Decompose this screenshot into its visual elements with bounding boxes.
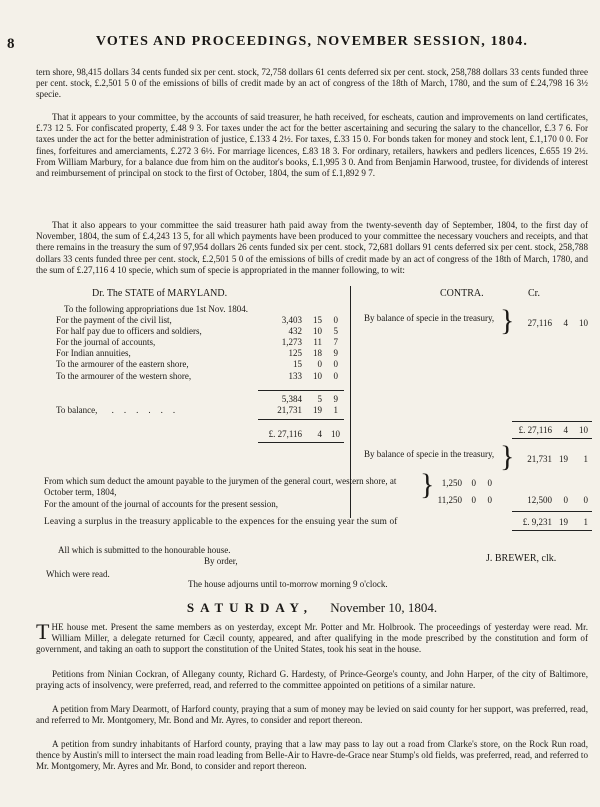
credit-total-pence: 10 bbox=[579, 425, 588, 435]
adjourn-line: The house adjourns until to-morrow morning 9 o'clock. bbox=[188, 579, 388, 589]
item-label: To the armourer of the eastern shore, bbox=[56, 359, 189, 369]
credit-entry-pence: 10 bbox=[579, 318, 588, 328]
item-label: For the payment of the civil list, bbox=[56, 315, 172, 325]
item-pence: 7 bbox=[333, 337, 338, 347]
to-balance-pence: 1 bbox=[333, 405, 338, 415]
subtotal-rule bbox=[258, 390, 344, 391]
credit-balance-pence: 1 bbox=[583, 454, 588, 464]
credit-total-shillings: 4 bbox=[563, 425, 568, 435]
item-shillings: 18 bbox=[313, 348, 322, 358]
surplus-shillings: 19 bbox=[559, 517, 568, 527]
contra-heading: CONTRA. bbox=[440, 288, 484, 299]
debit-total-pounds: £. 27,116 bbox=[268, 429, 302, 439]
subtotal-shillings: 5 bbox=[317, 394, 322, 404]
subtotal-pence: 9 bbox=[333, 394, 338, 404]
deduction-line-1: From which sum deduct the amount payable to the jurymen of the general court, western shore, at October term, 1804, bbox=[44, 476, 397, 497]
debit-total-pence: 10 bbox=[331, 429, 340, 439]
drop-cap: T bbox=[36, 619, 50, 644]
surplus-pounds: £. 9,231 bbox=[522, 517, 552, 527]
item-pounds: 3,403 bbox=[281, 315, 302, 325]
item-shillings: 0 bbox=[317, 359, 322, 369]
deduction-combined-pence: 0 bbox=[583, 495, 588, 505]
surplus-rule bbox=[512, 511, 592, 512]
item-pounds: 15 bbox=[293, 359, 302, 369]
credit-balance-label: By balance of specie in the treasury, bbox=[364, 449, 495, 459]
debit-total-underline bbox=[258, 442, 344, 443]
item-label: For Indian annuities, bbox=[56, 348, 131, 358]
saturday-paragraph-3: A petition from Mary Dearmott, of Harford county, praying that a sum of money may be levied on said county for her support, was preferred, read, and referred to Mr. Montgomery, Mr. Bond and Mr. Ayres, to consider and report thereon. bbox=[36, 704, 588, 726]
appropriations-heading: To the following appropriations due 1st Nov. 1804. bbox=[64, 304, 249, 314]
credit-brace: } bbox=[500, 304, 515, 337]
leader-dots: ...... bbox=[111, 405, 186, 415]
debit-heading: Dr. The STATE of MARYLAND. bbox=[92, 288, 228, 299]
item-shillings: 10 bbox=[313, 326, 322, 336]
deduction-brace: } bbox=[420, 468, 435, 501]
item-label: For the journal of accounts, bbox=[56, 337, 156, 347]
page-number: 8 bbox=[7, 36, 15, 52]
item-shillings: 10 bbox=[313, 371, 322, 381]
intro-paragraph-3: That it also appears to your committee the said treasurer hath paid away from the twenty-seventh day of September, 1804, to the first day of November, 1804, the sum of £.4,243 13 5, for all which payments have been produced to your committee the necessary vouchers and receipts, and that there remains in the treasury the sum of 97,954 dollars 26 cents funded six per cent. stock, 72,681 dollars 91 cents deferred six per cent. stock, 258,788 dollars 33 cents funded three per cent. stock, £.2,501 5 0 of the emissions of bills of credit made by an act of congress of the 18th of March, 1780, and the sum of £.27,116 4 10 specie, which sum of specie is appropriated in the manner following, to wit: bbox=[36, 220, 588, 275]
deduction-2-pence: 0 bbox=[487, 495, 492, 505]
deduction-1-shillings: 0 bbox=[471, 478, 476, 488]
to-balance-text: To balance, bbox=[56, 405, 98, 415]
item-pounds: 432 bbox=[288, 326, 302, 336]
credit-total-rule bbox=[512, 421, 592, 422]
read-line: Which were read. bbox=[46, 569, 110, 579]
day-title: SATURDAY, bbox=[186, 600, 313, 615]
surplus-text: Leaving a surplus in the treasury applicable to the expences for the ensuing year the sum of bbox=[44, 517, 398, 527]
debit-total-rule bbox=[258, 419, 344, 420]
item-pence: 0 bbox=[333, 371, 338, 381]
intro-paragraph-2: That it appears to your committee, by the accounts of said treasurer, he hath received, for escheats, caution and improvements on land certificates, £.73 12 5. For confiscated property, £.48 9 3. For taxes under the act for the better ascertaining and securing the salary to the chancellor, £.3 7 6. For taxes under the act for the better administration of justice, £.133 4 2½. For taxes, £.33 15 0. For bonds taken for money and stock lent, £.1,170 0 0. For fines, forfeitures and amerciaments, £.272 3 6½. For marriage licences, £.83 18 3. For ordinary, retailers, hawkers and pedlers licences, £.655 19 2½. From William Marbury, for a balance due from him on the auditor's books, £.1,995 3 0. And from Benjamin Harwood, trustee, for dividends of interest and reimbursement of principal on stock to the first of October, 1804, the sum of £.1,892 9 7. bbox=[36, 112, 588, 179]
paragraph-text: HE house met. Present the same members as on yesterday, except Mr. Potter and Mr. Holbrook. The proceedings of yesterday were read. Mr. William Miller, a delegate returned for Cæcil county, appeared, and after qualifying in the mode prescribed by the constitution and form of government, and taking an oath to support the constitution of the United States, took his seat in the house. bbox=[36, 622, 588, 655]
surplus-pence: 1 bbox=[583, 517, 588, 527]
item-label: To the armourer of the western shore, bbox=[56, 371, 192, 381]
credit-entry-pounds: 27,116 bbox=[527, 318, 552, 328]
item-shillings: 15 bbox=[313, 315, 322, 325]
day-heading bbox=[36, 600, 588, 616]
saturday-paragraph-1 bbox=[36, 619, 588, 656]
credit-total-pounds: £. 27,116 bbox=[518, 425, 552, 435]
item-pounds: 133 bbox=[288, 371, 302, 381]
credit-total-underline bbox=[512, 438, 592, 439]
item-pence: 0 bbox=[333, 359, 338, 369]
credit-entry-label: By balance of specie in the treasury, bbox=[364, 313, 495, 323]
debit-total-shillings: 4 bbox=[317, 429, 322, 439]
item-pence: 9 bbox=[333, 348, 338, 358]
deduction-1-pounds: 1,250 bbox=[441, 478, 462, 488]
submitted-line: All which is submitted to the honourable house. bbox=[58, 545, 231, 555]
saturday-paragraph-2: Petitions from Ninian Cockran, of Allegany county, Richard G. Hardesty, of Prince-George's county, and John Harper, of the city of Baltimore, praying acts of insolvency, were preferred, read, and referred to the committee appointed on petitions of a similar nature. bbox=[36, 669, 588, 691]
item-pounds: 1,273 bbox=[281, 337, 302, 347]
deduction-2-pounds: 11,250 bbox=[437, 495, 462, 505]
credit-balance-shillings: 19 bbox=[559, 454, 568, 464]
running-header: VOTES AND PROCEEDINGS, NOVEMBER SESSION, 1804. bbox=[95, 34, 529, 49]
deduction-combined-shillings: 0 bbox=[563, 495, 568, 505]
by-order-line: By order, bbox=[204, 556, 238, 566]
subtotal-pounds: 5,384 bbox=[281, 394, 302, 404]
to-balance-label bbox=[56, 405, 185, 415]
day-date: November 10, 1804. bbox=[330, 600, 438, 615]
item-pounds: 125 bbox=[288, 348, 302, 358]
to-balance-shillings: 19 bbox=[313, 405, 322, 415]
credit-entry-shillings: 4 bbox=[563, 318, 568, 328]
signature: J. BREWER, clk. bbox=[486, 553, 557, 564]
saturday-paragraph-4: A petition from sundry inhabitants of Harford county, praying that a law may pass to lay out a road from Clarke's store, on the Rock Run road, thence by Austin's mill to intersect the main road leading from Belle-Air to Havre-de-Grace near Stump's old fields, was preferred, read, and referred to Mr. Montgomery, Mr. Ayres and Mr. Bond, to consider and report thereon. bbox=[36, 739, 588, 772]
deduction-1-pence: 0 bbox=[487, 478, 492, 488]
item-pence: 0 bbox=[333, 315, 338, 325]
surplus-underline bbox=[512, 530, 592, 531]
item-pence: 5 bbox=[333, 326, 338, 336]
item-label: For half pay due to officers and soldiers, bbox=[56, 326, 202, 336]
deduction-2-shillings: 0 bbox=[471, 495, 476, 505]
credit-heading: Cr. bbox=[528, 288, 540, 299]
credit-balance-pounds: 21,731 bbox=[527, 454, 552, 464]
item-shillings: 11 bbox=[313, 337, 322, 347]
to-balance-pounds: 21,731 bbox=[277, 405, 302, 415]
intro-paragraph-1: tern shore, 98,415 dollars 34 cents funded six per cent. stock, 72,758 dollars 61 cents deferred six per cent. stock, 258,788 dollars 33 cents funded three per cent. stock, £.2,501 5 0 of the emissions of bills of credit made by an act of congress of the 18th of March, 1780, and the sum of £.24,798 16 3½ specie. bbox=[36, 67, 588, 100]
deduction-combined-pounds: 12,500 bbox=[527, 495, 552, 505]
deduction-line-2: For the amount of the journal of accounts for the present session, bbox=[44, 499, 278, 509]
credit-balance-brace: } bbox=[500, 440, 515, 473]
